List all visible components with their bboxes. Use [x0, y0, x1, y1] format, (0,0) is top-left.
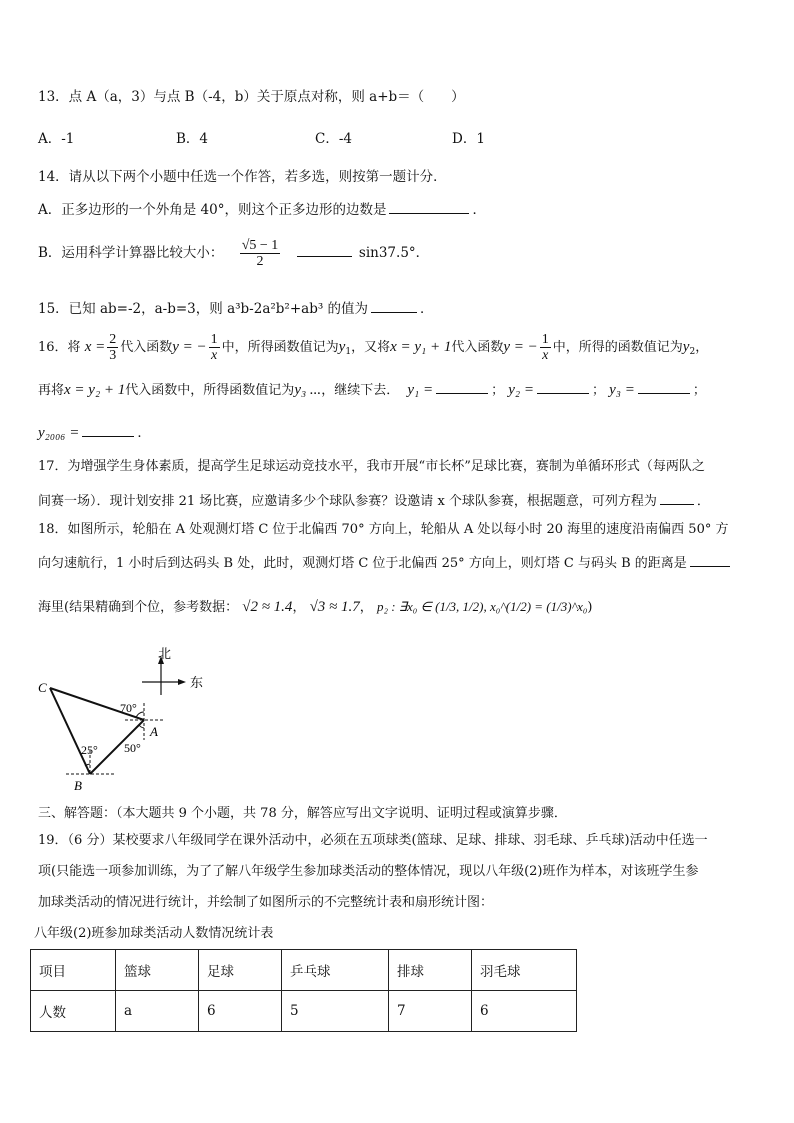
fraction-numerator: 1	[541, 332, 549, 347]
fraction-denominator: x	[542, 348, 549, 363]
q16-text: 16．将	[38, 340, 81, 355]
fraction-two-thirds	[107, 332, 118, 363]
angle-25-label: 25°	[81, 743, 98, 757]
q16-text: ，又将	[351, 340, 391, 355]
fraction-denominator: 2	[256, 254, 264, 269]
q16-text: 代入函数	[451, 340, 504, 355]
q13-option-d: D．1	[452, 131, 485, 147]
fraction-numerator: 2	[109, 332, 117, 347]
navigation-diagram	[30, 640, 230, 810]
q16-answer-label: y₂₀₀₆ =	[38, 425, 80, 441]
question-14-b	[38, 236, 429, 270]
table-cell: 6	[199, 991, 282, 1032]
fraction-numerator: 1	[210, 332, 218, 347]
table-header-cell: 篮球	[116, 950, 199, 991]
q14-a-text: A．正多边形的一个外角是 40°，则这个正多边形的边数是	[38, 202, 387, 218]
table-row-label: 人数	[31, 991, 116, 1032]
answer-blank[interactable]	[436, 379, 488, 394]
question-16-line1: 16．将 x = $\frac{2}{3}$ 代入函数y = − $\frac{1}{x}$ 中，所得函数值记为$y_1$，又将x = y₁ + 1代入函数y = − $\frac{1}{x}$ 中，所得的函数值记为$y_2$，	[38, 332, 709, 363]
angle-50-label: 50°	[124, 741, 141, 755]
table-cell: a	[116, 991, 199, 1032]
answer-blank[interactable]	[371, 298, 417, 313]
question-19-line1: 19．（6 分）某校要求八年级同学在课外活动中，必须在五项球类(篮球、足球、排球、羽毛球、乒乓球)活动中任选一	[38, 833, 708, 848]
q16-text: 再将	[38, 383, 65, 398]
compass-north-label: 北	[158, 646, 172, 661]
table-header-cell: 足球	[199, 950, 282, 991]
q14-a-end: ．	[472, 202, 486, 218]
q16-answer-label: y₂ =	[508, 382, 534, 398]
q13-option-a: A．-1	[38, 131, 75, 147]
q13-option-b: B．4	[176, 131, 209, 147]
fraction-denominator: x	[211, 348, 218, 363]
q16-y1: y	[338, 339, 346, 355]
question-19-line3: 加球类活动的情况进行统计，并绘制了如图所示的不完整统计表和扇形统计图：	[38, 895, 494, 910]
q15-text: 15．已知 ab=-2，a-b=3，则 a³b-2a²b²+ab³ 的值为	[38, 301, 369, 317]
sqrt5-minus-1-over-2	[240, 238, 281, 269]
q16-text: ，	[695, 340, 709, 355]
q16-end: ．	[137, 425, 151, 441]
q16-text: ，继续下去．	[321, 383, 400, 398]
side-cb	[50, 688, 90, 774]
fraction-one-over-x	[540, 332, 551, 363]
compass-east-label: 东	[190, 675, 204, 690]
point-b-label: B	[74, 778, 82, 793]
stats-table	[30, 949, 577, 1032]
q16-answer-label: y₁ =	[407, 382, 434, 398]
question-16-line2: 再将x = y₂ + 1代入函数中，所得函数值记为y₃ ...，继续下去． y₁ = ； y₂ = ； y₃ = ；	[38, 379, 706, 400]
section-3-heading: 三、解答题：（本大题共 9 个小题，共 78 分，解答应写出文字说明、证明过程或演算步骤．	[38, 806, 567, 821]
q17-end: ．	[696, 494, 710, 509]
fraction-one-over-x	[209, 332, 220, 363]
q16-answer-label: y₃ =	[609, 382, 635, 398]
table-header-cell: 项目	[31, 950, 116, 991]
angle-70-label: 70°	[120, 701, 137, 715]
q16-x-eq: x =	[84, 339, 106, 355]
table-header-cell: 乒乓球	[282, 950, 389, 991]
question-17-line2	[38, 490, 710, 511]
question-18-line1: 18．如图所示，轮船在 A 处观测灯塔 C 位于北偏西 70° 方向上，轮船从 A 处以每小时 20 海里的速度沿南偏西 50° 方	[38, 522, 729, 537]
reference-sqrt2: √2 ≈ 1.4	[242, 599, 293, 615]
question-19-line2: 项(只能选一项参加训练，为了了解八年级学生参加球类活动的整体情况，现以八年级(2)班作为样本，对该班学生参	[38, 864, 699, 879]
answer-blank[interactable]	[82, 422, 134, 437]
table-caption: 八年级(2)班参加球类活动人数情况统计表	[34, 926, 274, 941]
table-cell: 5	[282, 991, 389, 1032]
answer-blank[interactable]	[389, 199, 469, 214]
question-18-line2	[38, 552, 733, 573]
q16-y-eq: y = −	[172, 339, 207, 355]
q16-x-y1: x = y₁ + 1	[390, 339, 452, 355]
table-cell: 6	[472, 991, 577, 1032]
answer-blank[interactable]	[537, 379, 589, 394]
point-c-label: C	[38, 680, 47, 695]
point-a-label: A	[150, 724, 158, 739]
table-row	[31, 991, 577, 1032]
question-15	[38, 298, 434, 318]
reference-sqrt3: √3 ≈ 1.7	[309, 599, 360, 615]
q16-text: 代入函数中，所得函数值记为	[125, 383, 295, 398]
reference-p2: p₂ : ∃x₀ ∈ (1/3, 1/2), x₀^(1/2) = (1/3)^x₀	[376, 599, 588, 614]
answer-blank[interactable]	[297, 242, 352, 257]
question-17-line1: 17．为增强学生身体素质，提高学生足球运动竞技水平，我市开展“市长杯”足球比赛，赛制为单循环形式（每两队之	[38, 459, 705, 474]
q13-option-c: C．-4	[315, 131, 352, 147]
q17-text: 间赛一场）．现计划安排 21 场比赛，应邀请多少个球队参赛？设邀请 x 个球队参赛，根据题意，可列方程为	[38, 494, 657, 509]
question-18-line3: 海里(结果精确到个位，参考数据： √2 ≈ 1.4， √3 ≈ 1.7， p₂ : ∃x₀ ∈ (1/3, 1/2), x₀^(1/2) = (1/3)^x₀)	[38, 599, 593, 615]
q16-text: 中，所得的函数值记为	[552, 340, 683, 355]
question-14-stem: 14．请从以下两个小题中任选一个作答，若多选，则按第一题计分．	[38, 169, 447, 185]
question-13-stem: 13．点 A（a，3）与点 B（-4，b）关于原点对称，则 a+b＝（ ）	[38, 89, 465, 105]
q18-text: 向匀速航行，1 小时后到达码头 B 处，此时，观测灯塔 C 位于北偏西 25° 方向上，则灯塔 C 与码头 B 的距离是	[38, 556, 687, 571]
table-header-cell: 羽毛球	[472, 950, 577, 991]
q16-text: 中，所得函数值记为	[221, 340, 339, 355]
question-14-a	[38, 199, 486, 219]
q16-y3: y₃ ...	[294, 382, 322, 398]
q18-text: 海里(结果精确到个位，参考数据：	[38, 600, 239, 615]
q14-b-suffix: sin37.5°．	[358, 245, 430, 261]
fraction-denominator: 3	[109, 348, 117, 363]
table-header-cell: 排球	[389, 950, 472, 991]
table-cell: 7	[389, 991, 472, 1032]
q15-end: ．	[420, 301, 434, 317]
answer-blank[interactable]	[660, 490, 694, 505]
q16-y-eq: y = −	[503, 339, 538, 355]
fraction-numerator: √5 − 1	[241, 238, 279, 253]
q16-x-y2: x = y₂ + 1	[64, 382, 126, 398]
question-16-line3	[38, 422, 151, 442]
table-header-row	[31, 950, 577, 991]
q16-text: 代入函数	[120, 340, 173, 355]
answer-blank[interactable]	[638, 379, 690, 394]
q18-end: )	[587, 600, 593, 615]
q14-b-prefix: B．运用科学计算器比较大小：	[38, 245, 224, 261]
answer-blank[interactable]	[690, 552, 730, 567]
